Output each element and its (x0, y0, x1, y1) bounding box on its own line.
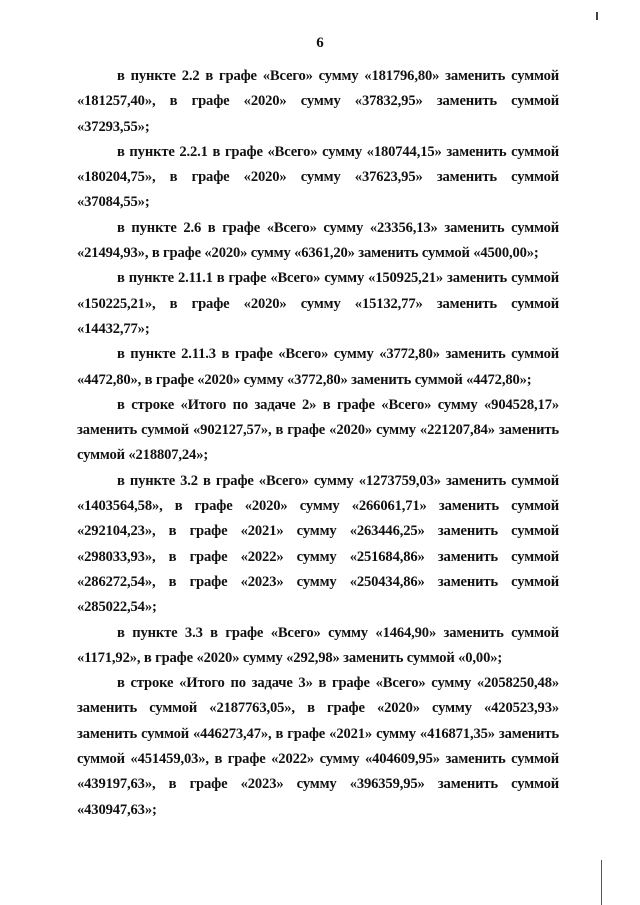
paragraph-item-2-11-3: в пункте 2.11.3 в графе «Всего» сумму «3772,80» заменить суммой «4472,80», в графе «2020» сумму «3772,80» заменить суммой «4472,80»; (77, 346, 559, 388)
paragraph-item-2-2-1: в пункте 2.2.1 в графе «Всего» сумму «180744,15» заменить суммой «180204,75», в графе «2020» сумму «37623,95» заменить суммой «37084,55»; (77, 143, 559, 211)
paragraph-item-3-2: в пункте 3.2 в графе «Всего» сумму «1273759,03» заменить суммой «1403564,58», в графе «2020» сумму «266061,71» заменить суммой «292104,23», в графе «2021» сумму «263446,25» заменить суммой «298033,93», в графе «2022» сумму «251684,86» заменить суммой «286272,54», в графе «2023» сумму «250434,86» заменить суммой «285022,54»; (77, 472, 559, 616)
scan-artifact-edge (601, 860, 602, 905)
scan-artifact-mark (596, 12, 598, 20)
paragraph-item-2-2: в пункте 2.2 в графе «Всего» сумму «181796,80» заменить суммой «181257,40», в графе «2020» сумму «37832,95» заменить суммой «37293,55»; (77, 68, 559, 135)
paragraph-item-3-3: в пункте 3.3 в графе «Всего» сумму «1464,90» заменить суммой «1171,92», в графе «2020» сумму «292,98» заменить суммой «0,00»; (77, 624, 559, 666)
paragraph-item-2-11-1: в пункте 2.11.1 в графе «Всего» сумму «150925,21» заменить суммой «150225,21», в графе «2020» сумму «15132,77» заменить суммой «14432,77»; (77, 270, 559, 337)
page-number: 6 (316, 35, 324, 51)
document-body (77, 64, 559, 823)
paragraph-item-2-6: в пункте 2.6 в графе «Всего» сумму «23356,13» заменить суммой «21494,93», в графе «2020» сумму «6361,20» заменить суммой «4500,00»; (77, 219, 559, 262)
paragraph-total-task-3: в строке «Итого по задаче 3» в графе «Всего» сумму «2058250,48» заменить суммой «2187763,05», в графе «2020» сумму «420523,93» заменить суммой «446273,47», в графе «2021» сумму «416871,35» заменить суммой «451459,03», в графе «2022» сумму «404609,95» заменить суммой «439197,63», в графе «2023» сумму «396359,95» заменить суммой «430947,63»; (77, 675, 559, 818)
paragraph-total-task-2: в строке «Итого по задаче 2» в графе «Всего» сумму «904528,17» заменить суммой «902127,57», в графе «2020» сумму «221207,84» заменить суммой «218807,24»; (77, 396, 559, 464)
